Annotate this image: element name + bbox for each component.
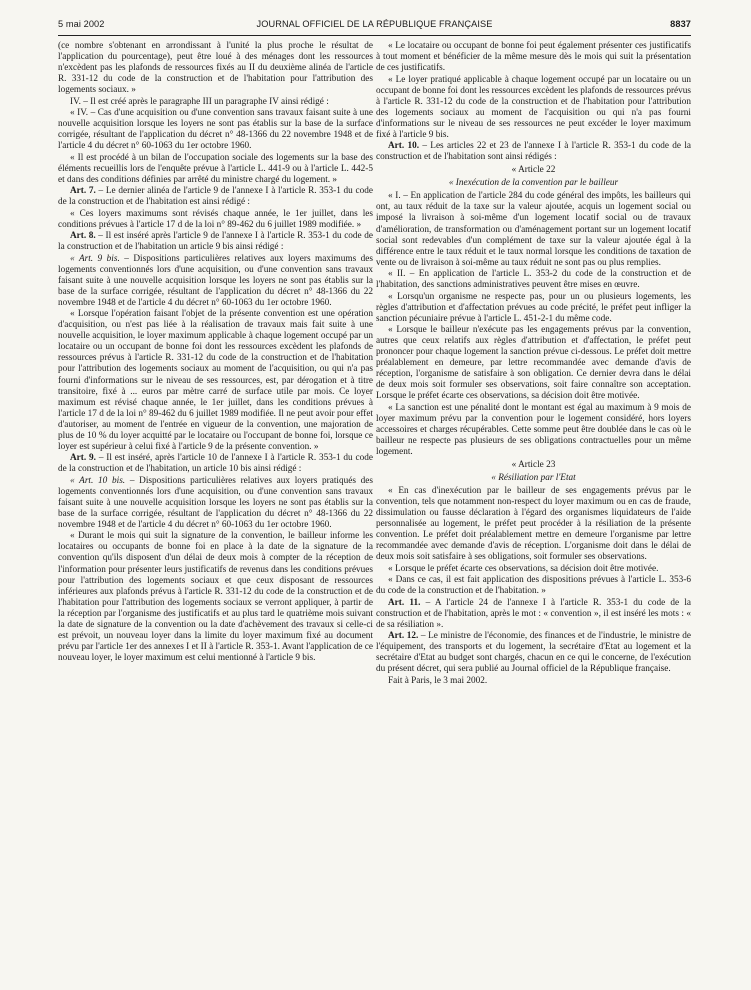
section-subheading: « Inexécution de la convention par le bailleur [448,178,619,189]
paragraph: « I. – En application de l'article 284 du code général des impôts, les bailleurs qui ont, au taux réduit de la taxe sur la valeur ajoutée, acquis un logement social ou imposé la livraison à soi-même d'un logement locatif social ou de travaux d'amélioration, de transformation ou d'aménagement portant sur un logement locatif social sont redevables d'un complément de taxe sur la valeur ajoutée égal à la différence entre le taux réduit et le taux normal lorsque les conditions de taxation de vente ou de livraison à soi-même au taux réduit ne sont pas ou plus remplies. [376,191,691,268]
paragraph: « En cas d'inexécution par le bailleur de ses engagements prévus par le convention, tels que notamment non-respect du loyer maximum ou en cas de fraude, dissimulation ou fausse déclaration à l'égard des organismes liquidateurs de l'aide personnalisée au logement, le préfet peut procéder à la résiliation de la présente convention. Le préfet doit préalablement mettre en demeure l'organisme par lettre recommandée avec demande d'avis de réception. L'organisme doit dans le délai de deux mois soit satisfaire à ses obligations, soit formuler ses observations. [376,486,691,563]
article-label: « Art. 10 bis. [70,475,126,486]
header-date: 5 mai 2002 [58,19,105,29]
paragraph: « II. – En application de l'article L. 353-2 du code de la construction et de l'habitation, des sanctions administratives peuvent être mises en œuvre. [376,269,691,291]
page-header [58,16,691,34]
paragraph: « IV. – Cas d'une acquisition ou d'une convention sans travaux faisant suite à une nouvelle acquisition lorsque les loyers ne sont pas établis sur la base de la surface corrigée, résultant de l'application du décret n° 48-1366 du 22 novembre 1948 et de l'article 4 du décret n° 60-1063 du 1er octobre 1960. [58,108,373,152]
paragraph: « Lorsque le préfet écarte ces observations, sa décision doit être motivée. [388,563,659,574]
article-text: – Il est inséré, après l'article 10 de l'annexe I à l'article R. 353-1 du code de la construction et de l'habitation, un article 10 bis ainsi rédigé : [58,453,373,475]
article-label: « Art. 9 bis. [70,253,120,264]
right-column [376,41,691,687]
article-11 [376,598,691,631]
article-label: Art. 11. [388,597,421,608]
paragraph: « Le loyer pratiqué applicable à chaque logement occupé par un locataire ou un occupant de bonne foi dont les ressources excèdent les plafonds de ressources prévus à l'article R. 331-12 du code de la construction et de l'habitation pour l'attribution des logements sociaux au moment de l'acquisition ou qui n'a pas fourni d'informations sur le niveau de ses ressources ne peut excéder le loyer maximum fixé à l'article 9 bis. [376,74,691,140]
article-text: – Les articles 22 et 23 de l'annexe I à l'article R. 353-1 du code de la construction et de l'habitation sont ainsi rédigés : [376,141,692,163]
article-label: Art. 10. [388,141,420,152]
article-10-bis [58,476,373,531]
article-9 [58,453,373,475]
article-10 [376,141,691,163]
article-label: Art. 7. [70,186,96,197]
left-column [58,41,373,664]
section-heading-article-22: « Article 22 [511,165,556,176]
paragraph: « Il est procédé à un bilan de l'occupation sociale des logements sur la base des éléments recueillis lors de l'enquête prévue à l'article L. 441-9 ou à l'article L. 442-5 et dans des conditions définies par arrêté du ministre chargé du logement. » [58,152,373,185]
article-text: – Dispositions particulières relatives aux loyers pratiqués des logements conventionnés lors d'une acquisition, ou d'une convention sans travaux faisant suite à une nouvelle acquisition lorsque les loyers ne sont pas établis sur la base de la surface corrigée, résultant de l'application du décret n° 48-1366 du 22 novembre 1948 et de l'article 4 du décret n° 60-1063 du 1er octobre 1960. [58,475,373,530]
paragraph: « Lorsque le bailleur n'exécute pas les engagements prévus par la convention, autres que ceux relatifs aux règles d'attribution et d'affectation, le préfet peut prononcer pour chaque logement la sanction prévue ci-dessous. Le préfet doit mettre préalablement en demeure, par lettre recommandée avec demande d'avis de réception, l'organisme de satisfaire à son obligation. Ce dernier devra dans le délai de deux mois soit formuler ses observations, soit faire connaître son acceptation. Lorsque le préfet écarte ces observations, sa décision doit être motivée. [376,325,691,402]
paragraph: (ce nombre s'obtenant en arrondissant à l'unité la plus proche le résultat de l'application du pourcentage), peut être loué à des ménages dont les ressources n'excèdent pas les plafonds de ressources fixés au II du deuxième alinéa de l'article R. 331-12 du code de la construction et de l'habitation pour l'attribution des logements sociaux. » [58,41,373,96]
paragraph: « Durant le mois qui suit la signature de la convention, le bailleur informe les locataires ou occupants de bonne foi en place à la date de la signature de la convention qu'ils disposent d'un délai de deux mois à compter de la réception de l'information pour présenter leurs justificatifs de revenus dans les conditions prévues pour l'attribution des logements sociaux et que ceux disposant de ressources inférieures aux plafonds prévus à l'article R. 331-12 du code de la construction et de l'habitation pour l'attribution des logements sociaux se verront appliquer, à partir de la réception par l'organisme des justificatifs et au plus tard le quatrième mois suivant la date de signature de la convention ou la date d'achèvement des travaux si celle-ci est prévoit, un nouveau loyer dans la limite du loyer maximum fixé au document prévu par l'article 1er des annexes I et II à l'article R. 353-1. Avant l'application de ce nouveau loyer, le loyer maximum est celui mentionné à l'article 9 bis. [58,531,373,663]
section-subheading: « Résiliation par l'Etat [491,473,576,484]
article-text: – Il est inséré après l'article 9 de l'annexe I à l'article R. 353-1 du code de la construction et de l'habitation un article 9 bis ainsi rédigé : [58,231,373,253]
article-label: Art. 12. [388,631,419,642]
paragraph: « Dans ce cas, il est fait application des dispositions prévues à l'article L. 353-6 du code de la construction et de l'habitation. » [376,575,691,597]
paragraph: « La sanction est une pénalité dont le montant est égal au maximum à 9 mois de loyer maximum prévu par la convention pour le logement considéré, hors loyers accessoires et charges récupérables. Cette somme peut être doublée dans le cas où le bailleur ne respecte pas plusieurs de ses obligations contractuelles pour un même logement. [376,402,691,458]
paragraph: « Lorsque l'opération faisant l'objet de la présente convention est une opération d'acquisition, ou n'est pas liée à la réalisation de travaux mais fait suite à une nouvelle acquisition, le loyer maximum applicable à chaque logement occupé par un locataire ou un occupant de bonne foi dont les ressources excèdent les plafonds de ressources prévus à l'article R. 331-12 du code de la construction et de l'habitation pour l'attribution des logements sociaux au moment de l'acquisition, ou qui n'a pas fourni d'informations sur le niveau de ses ressources, est, par dérogation et à titre transitoire, fixé à ... euros par mètre carré de surface utile par mois. Ce loyer maximum est révisé chaque année, le 1er juillet, dans les conditions prévues à l'article 17 d de la loi n° 89-462 du 6 juillet 1989 modifiée. Il ne peut avoir pour effet d'autoriser, au moment de l'entrée en vigueur de la convention, une majoration de plus de 10 % du loyer acquitté par le locataire ou l'occupant de bonne foi, lorsque ce loyer est supérieur à celui fixé à l'article 9 de la présente convention. » [58,309,373,452]
article-text: – A l'article 24 de l'annexe I à l'article R. 353-1 du code de la construction et de l'habitation, après le mot : « convention », il est inséré les mots : « de sa résiliation ». [376,597,691,630]
article-8 [58,231,373,253]
paragraph: « Ces loyers maximums sont révisés chaque année, le 1er juillet, dans les conditions prévues à l'article 17 d de la loi n° 89-462 du 6 juillet 1989 modifiée. » [58,208,373,230]
header-journal-title: JOURNAL OFFICIEL DE LA RÉPUBLIQUE FRANÇAISE [256,19,493,29]
paragraph: « Lorsqu'un organisme ne respecte pas, pour un ou plusieurs logements, les règles d'attribution et d'affectation prévues au code précité, le préfet peut infliger la sanction pécuniaire prévue à l'article L. 451-2-1 du même code. [376,291,691,324]
paragraph: « Le locataire ou occupant de bonne foi peut également présenter ces justificatifs à tout moment et bénéficier de la même mesure dès le mois qui suit la présentation de ces justificatifs. [376,41,691,74]
article-label: Art. 9. [70,453,96,464]
article-7 [58,186,373,208]
article-9-bis [58,254,373,309]
article-label: Art. 8. [70,231,96,242]
article-text: – Dispositions particulières relatives aux loyers maximums des logements conventionnés lors d'une acquisition, ou d'une convention sans travaux faisant suite à une nouvelle acquisition lorsque les loyers ne sont pas établis sur la base de la surface corrigée, résultant de l'application du décret n° 48-1366 du 22 novembre 1948 et de l'article 4 du décret n° 60-1063 du 1er octobre 1960. [58,253,373,308]
section-heading-article-23: « Article 23 [511,460,556,471]
signature-line: Fait à Paris, le 3 mai 2002. [388,675,488,686]
paragraph: IV. – Il est créé après le paragraphe III un paragraphe IV ainsi rédigé : [70,96,329,107]
article-text: – Le dernier alinéa de l'article 9 de l'annexe I à l'article R. 353-1 du code de la construction et de l'habitation est ainsi rédigé : [58,186,373,208]
header-rule [58,35,691,36]
header-page-number: 8837 [670,19,691,29]
article-12 [376,631,691,675]
article-text: – Le ministre de l'économie, des finances et de l'industrie, le ministre de l'équipement, des transports et du logement, la secrétaire d'Etat au logement et la secrétaire d'Etat au budget sont chargés, chacun en ce qui le concerne, de l'exécution du présent décret, qui sera publié au Journal officiel de la République française. [376,631,691,675]
